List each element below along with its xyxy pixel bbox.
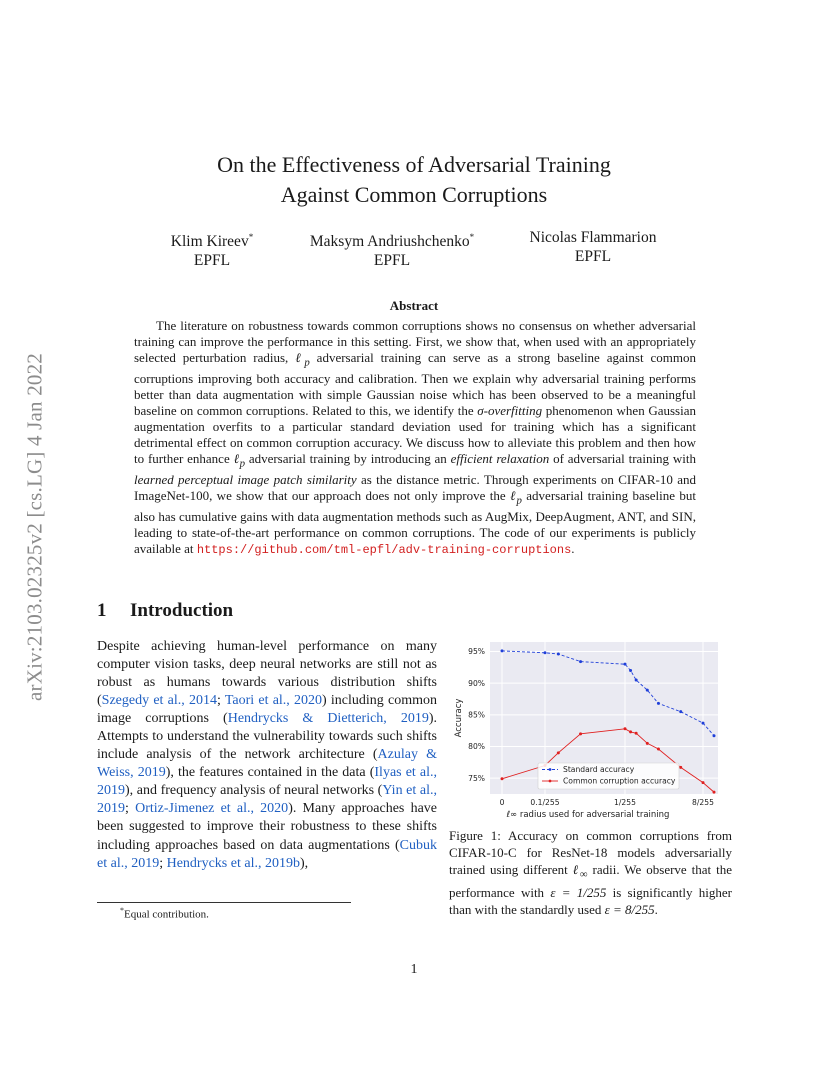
code-link[interactable]: https://github.com/tml-epfl/adv-training-corruptions — [196, 543, 572, 557]
standard-accuracy-point — [501, 649, 504, 652]
y-tick-label: 80% — [468, 742, 485, 752]
x-tick-label: 0.1/255 — [530, 798, 560, 807]
standard-accuracy-point — [579, 660, 582, 663]
standard-accuracy-point — [635, 679, 638, 682]
citation[interactable]: Yin et al., 2019 — [97, 783, 437, 817]
x-tick-label: 1/255 — [614, 798, 636, 807]
citation[interactable]: Hendrycks & Dietterich, 2019 — [227, 711, 429, 727]
figure-caption: Figure 1: Accuracy on common corruptions from CIFAR-10-C for ResNet-18 models adversarially trained using different ℓ$_\infty$ radii. We observe that the performance with ε = 1/255 is significantly higher than with the standardly used ε = 8/255. — [449, 828, 733, 917]
standard-accuracy-point — [544, 651, 547, 654]
standard-accuracy-point — [657, 702, 660, 705]
corruption-accuracy-point — [657, 748, 660, 751]
section-heading: 1 Introduction — [97, 600, 234, 621]
corruption-accuracy-point — [579, 732, 582, 735]
standard-accuracy-point — [679, 710, 682, 713]
citation[interactable]: Azulay & Weiss, 2019 — [97, 747, 437, 781]
citation[interactable]: Hendrycks et al., 2019b — [166, 855, 300, 871]
y-tick-label: 95% — [468, 647, 485, 657]
standard-accuracy-point — [557, 653, 560, 656]
intro-paragraph: Despite achieving human-level performance on many computer vision tasks, deep neural networks are still not as robust as humans towards various distribution shifts (Szegedy et al., 2014; Taori et al., 2020) including common image corruptions (Hendrycks & Dietterich, 2019). Attempts to understand the vulnerability towards such shifts include analysis of the network architecture (Azulay & Weiss, 2019), the features contained in the data (Ilyas et al., 2019), and frequency analysis of neural networks (Yin et al., 2019; Ortiz-Jimenez et al., 2020). Many approaches have been suggested to improve their robustness to these shifts including approaches based on data augmentations (Cubuk et al., 2019; Hendrycks et al., 2019b), — [97, 639, 438, 871]
legend-standard-label: Standard accuracy — [563, 765, 635, 774]
standard-accuracy-point — [713, 734, 716, 737]
footnote: *Equal contribution. — [120, 906, 209, 921]
corruption-accuracy-point — [646, 742, 649, 745]
citation[interactable]: Ilyas et al., 2019 — [97, 765, 438, 799]
citation[interactable]: Ortiz-Jimenez et al., 2020 — [135, 801, 289, 817]
y-tick-label: 85% — [468, 710, 485, 720]
legend-corruption-marker — [549, 780, 552, 783]
y-tick-label: 90% — [468, 678, 485, 688]
arxiv-identifier: arXiv:2103.02325v2 [cs.LG] 4 Jan 2022 — [22, 352, 47, 702]
standard-accuracy-point — [702, 722, 705, 725]
y-axis-label: Accuracy — [454, 698, 464, 738]
page-number: 1 — [410, 962, 418, 977]
corruption-accuracy-point — [713, 791, 716, 794]
standard-accuracy-point — [629, 669, 632, 672]
standard-accuracy-point — [624, 663, 627, 666]
x-tick-label: 8/255 — [692, 798, 714, 807]
corruption-accuracy-point — [629, 730, 632, 733]
author-3: Nicolas Flammarion EPFL — [529, 229, 657, 265]
y-tick-label: 75% — [468, 773, 485, 783]
accuracy-chart — [448, 632, 732, 824]
corruption-accuracy-point — [501, 777, 504, 780]
corruption-accuracy-point — [624, 727, 627, 730]
paper-title: On the Effectiveness of Adversarial Training Against Common Corruptions — [217, 152, 611, 207]
legend-standard-marker — [549, 768, 552, 771]
author-1: Klim Kireev* EPFL — [170, 232, 254, 270]
citation[interactable]: Cubuk et al., 2019 — [97, 837, 437, 871]
x-tick-label: 0 — [499, 798, 505, 807]
x-axis-label: ℓ∞ radius used for adversarial training — [506, 810, 670, 820]
legend-corruption-label: Common corruption accuracy — [563, 776, 676, 786]
footnote-rule — [97, 902, 351, 903]
abstract-heading: Abstract — [389, 298, 439, 313]
author-2: Maksym Andriushchenko* EPFL — [309, 232, 475, 270]
corruption-accuracy-point — [635, 732, 638, 735]
abstract-text: The literature on robustness towards common corruptions shows no consensus on whether adversarial training can improve the performance in this setting. First, we show that, when used with an appropriately selected perturbation radius, ℓ$_p$ adversarial training can serve as a strong baseline against common corruptions improving both accuracy and calibration. Then we explain why adversarial training performs better than data augmentation with simple Gaussian noise which has been observed to be a meaningful baseline on common corruptions. Related to this, we identify the σ-overfitting phenomenon when Gaussian augmentation overfits to a particular standard deviation used for training which has a significant detrimental effect on common corruption accuracy. We discuss how to alleviate this problem and then how to further enhance ℓ$_p$ adversarial training by introducing an efficient relaxation of adversarial training with learned perceptual image patch similarity as the distance metric. Through experiments on CIFAR-10 and ImageNet-100, we show that our approach does not only improve the ℓ$_p$ adversarial training baseline but also has cumulative gains with data augmentation methods such as AugMix, DeepAugment, ANT, and SIN, leading to state-of-the-art performance on common corruptions. The code of our experiments is publicly available at https://github.com/tml-epfl/adv-training-corruptions. — [134, 318, 697, 557]
corruption-accuracy-point — [557, 751, 560, 754]
corruption-accuracy-point — [702, 781, 705, 784]
citation[interactable]: Taori et al., 2020 — [224, 693, 323, 709]
corruption-accuracy-point — [679, 766, 682, 769]
standard-accuracy-point — [646, 689, 649, 692]
chart-legend — [538, 763, 679, 789]
citation[interactable]: Szegedy et al., 2014 — [101, 693, 217, 709]
